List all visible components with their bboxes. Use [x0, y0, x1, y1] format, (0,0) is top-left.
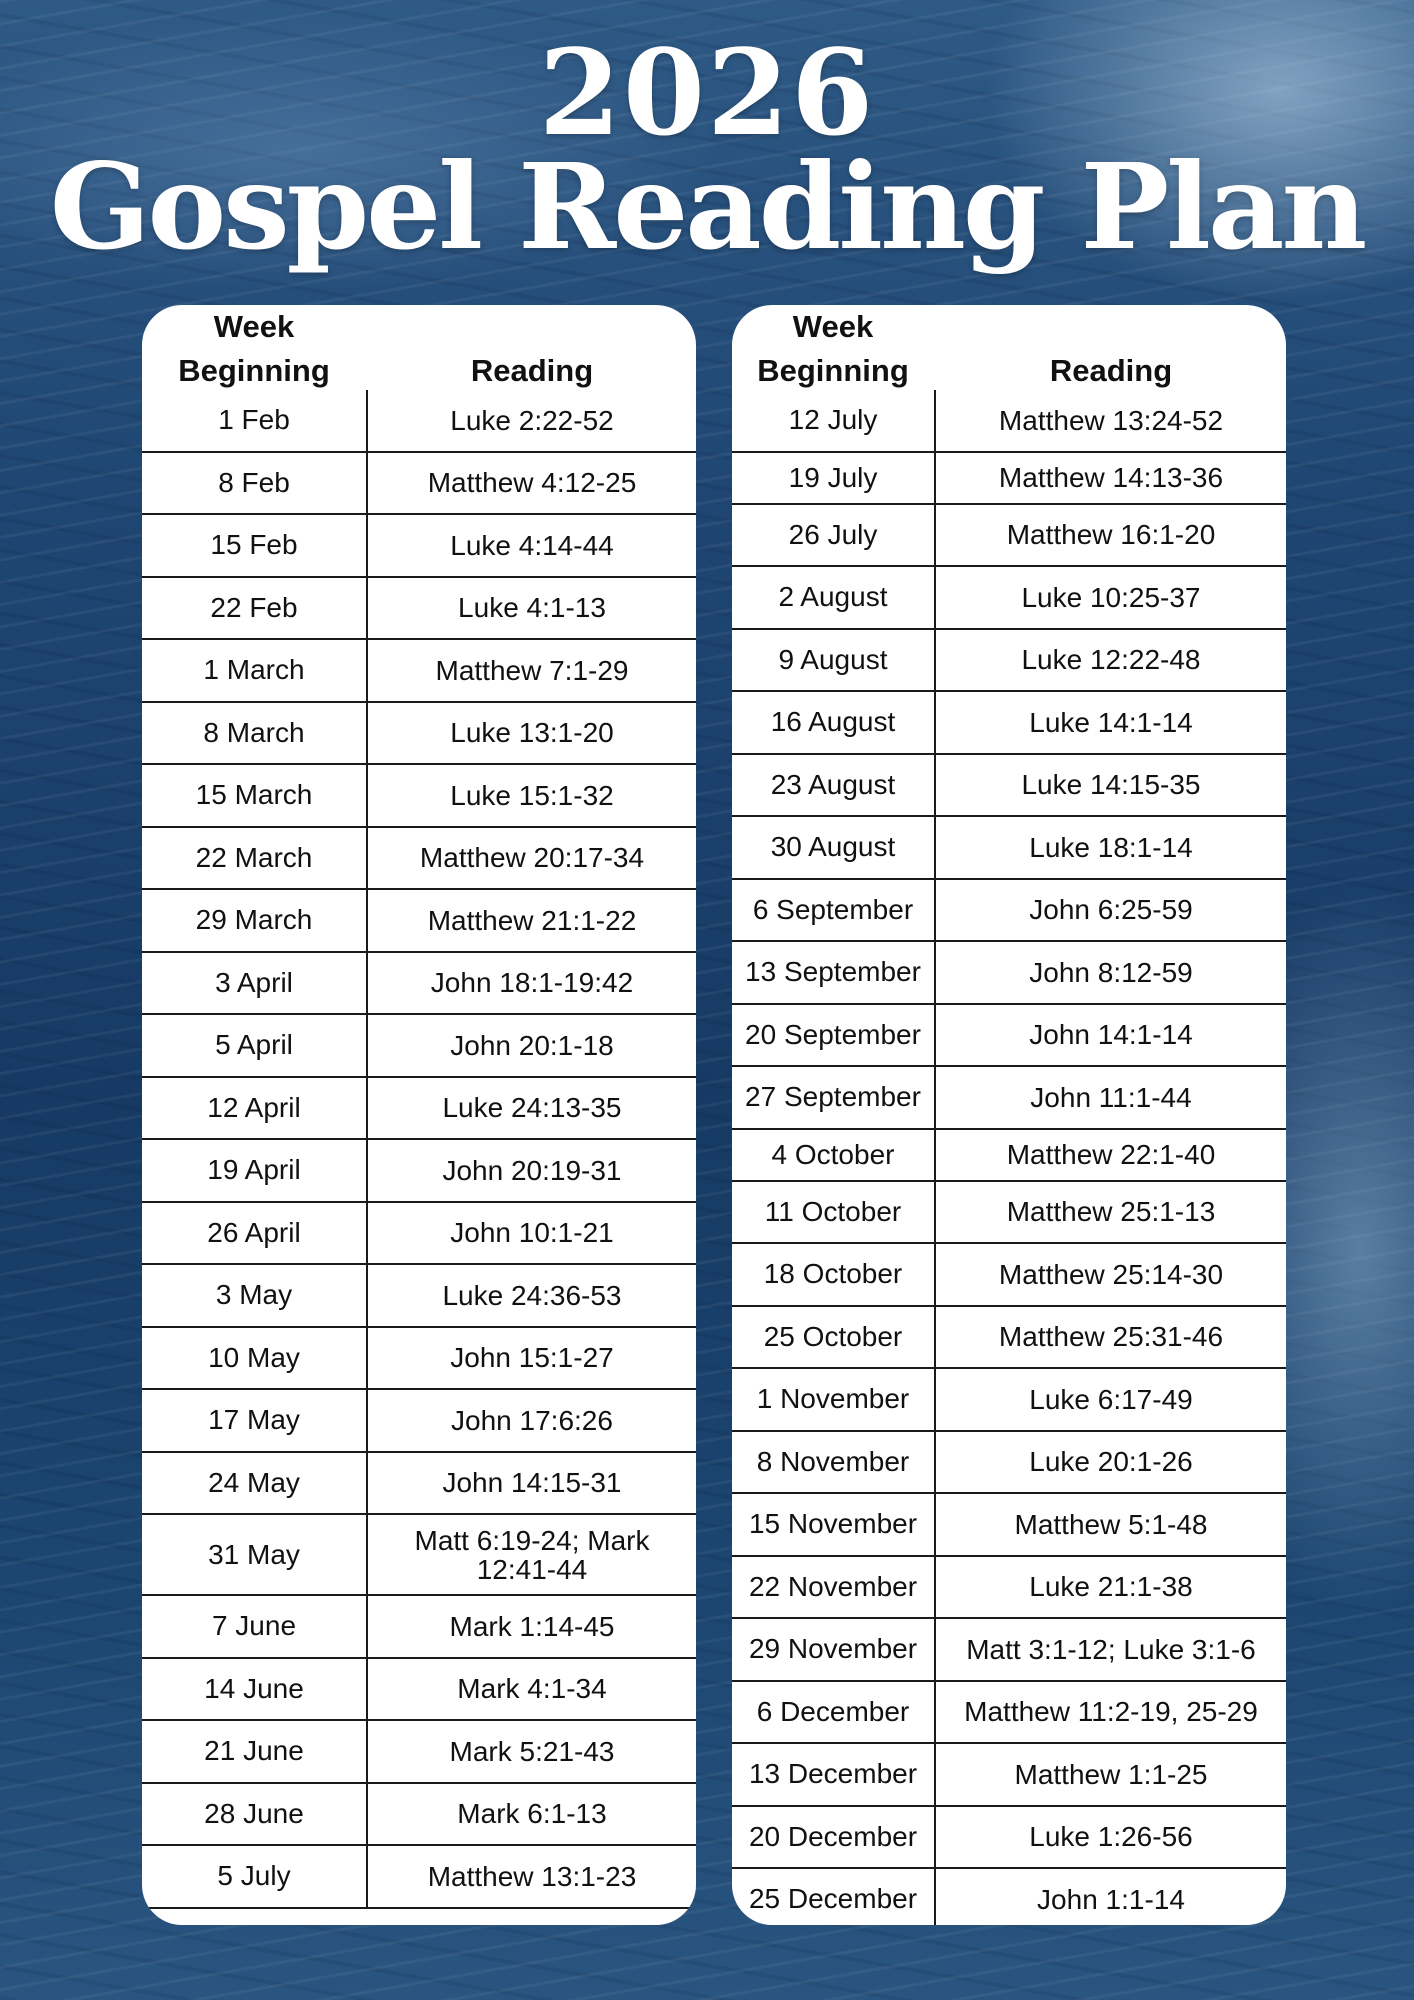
reading-cell: John 8:12-59: [1029, 956, 1193, 988]
table-row: [732, 505, 1286, 568]
week-beginning-cell: 15 Feb: [142, 515, 368, 576]
reading-cell: Matthew 1:1-25: [1014, 1758, 1208, 1790]
reading-cell: Luke 14:15-35: [1021, 769, 1201, 801]
week-beginning-cell: 25 December: [732, 1869, 936, 1925]
reading-cell: Mark 1:14-45: [449, 1610, 615, 1642]
reading-cell: Luke 24:13-35: [442, 1092, 622, 1124]
week-beginning-cell: 27 September: [732, 1067, 936, 1128]
table-row: [142, 1659, 696, 1722]
table-row: [732, 567, 1286, 630]
reading-cell: Matthew 13:24-52: [998, 404, 1224, 436]
table-row: [142, 953, 696, 1016]
week-beginning-cell: 28 June: [142, 1784, 368, 1845]
header-week-beginning: [142, 305, 366, 393]
week-beginning-cell: 17 May: [142, 1390, 368, 1451]
reading-table-right: [732, 305, 1286, 1925]
table-row: [732, 942, 1286, 1005]
header-week-line1: Week: [792, 309, 874, 344]
week-beginning-cell: 26 April: [142, 1203, 368, 1264]
reading-cell: Luke 1:26-56: [1029, 1821, 1193, 1853]
week-beginning-cell: 29 November: [732, 1619, 936, 1680]
table-row: [732, 817, 1286, 880]
week-beginning-cell: 3 May: [142, 1265, 368, 1326]
header-week-beginning: [732, 305, 934, 393]
table-row: [142, 1265, 696, 1328]
header-reading: Reading: [1049, 353, 1173, 388]
table-row: [732, 1005, 1286, 1068]
reading-cell: Matthew 16:1-20: [1006, 519, 1216, 551]
week-beginning-cell: 11 October: [732, 1182, 936, 1243]
table-row: [732, 1494, 1286, 1557]
reading-cell: John 14:1-14: [1029, 1019, 1193, 1051]
reading-cell: Luke 15:1-32: [450, 779, 614, 811]
week-beginning-cell: 16 August: [732, 692, 936, 753]
week-beginning-cell: 26 July: [732, 505, 936, 566]
reading-cell: Matthew 20:17-34: [419, 842, 645, 874]
week-beginning-cell: 8 Feb: [142, 453, 368, 514]
reading-cell: Matt 3:1-12; Luke 3:1-6: [966, 1633, 1256, 1665]
reading-cell: John 14:15-31: [442, 1467, 622, 1499]
week-beginning-cell: 7 June: [142, 1596, 368, 1657]
table-row: [142, 765, 696, 828]
table-row: [142, 1203, 696, 1266]
week-beginning-cell: 20 December: [732, 1807, 936, 1868]
reading-cell: Luke 4:1-13: [458, 592, 606, 624]
reading-cell: John 15:1-27: [450, 1342, 614, 1374]
table-row: [142, 1596, 696, 1659]
reading-cell: Luke 14:1-14: [1029, 706, 1193, 738]
week-beginning-cell: 8 November: [732, 1432, 936, 1493]
week-beginning-cell: 6 September: [732, 880, 936, 941]
table-row: [142, 1328, 696, 1391]
table-row: [142, 640, 696, 703]
week-beginning-cell: 1 Feb: [142, 390, 368, 451]
reading-cell: John 20:19-31: [442, 1154, 622, 1186]
table-row: [732, 755, 1286, 818]
week-beginning-cell: 15 November: [732, 1494, 936, 1555]
week-beginning-cell: 25 October: [732, 1307, 936, 1368]
reading-cell: Luke 2:22-52: [450, 404, 614, 436]
reading-cell: Luke 6:17-49: [1029, 1383, 1193, 1415]
week-beginning-cell: 13 September: [732, 942, 936, 1003]
reading-cell: John 18:1-19:42: [430, 967, 634, 999]
table-row: [732, 1619, 1286, 1682]
table-row: [732, 1307, 1286, 1370]
week-beginning-cell: 24 May: [142, 1453, 368, 1514]
table-row: [142, 828, 696, 891]
week-beginning-cell: 18 October: [732, 1244, 936, 1305]
header-week-line2: Beginning: [178, 353, 330, 388]
table-row: [142, 1846, 696, 1909]
reading-table-left: [142, 305, 696, 1925]
reading-cell: Luke 4:14-44: [450, 529, 614, 561]
table-row: [732, 1557, 1286, 1620]
title-year: 2026: [538, 23, 876, 162]
table-row: [732, 692, 1286, 755]
reading-cell: Luke 13:1-20: [450, 717, 614, 749]
reading-cell: Matt 6:19-24; Mark 12:41-44: [414, 1524, 650, 1585]
week-beginning-cell: 19 July: [732, 453, 936, 503]
week-beginning-cell: 20 September: [732, 1005, 936, 1066]
table-row: [732, 1067, 1286, 1130]
table-row: [732, 1807, 1286, 1870]
table-row: [732, 1182, 1286, 1245]
week-beginning-cell: 30 August: [732, 817, 936, 878]
week-beginning-cell: 31 May: [142, 1515, 368, 1594]
week-beginning-cell: 13 December: [732, 1744, 936, 1805]
week-beginning-cell: 29 March: [142, 890, 368, 951]
reading-cell: Matthew 7:1-29: [435, 654, 629, 686]
table-row: [732, 1744, 1286, 1807]
table-row: [732, 390, 1286, 453]
table-row: [142, 1721, 696, 1784]
header-week-line2: Beginning: [757, 353, 909, 388]
week-beginning-cell: 12 April: [142, 1078, 368, 1139]
reading-cell: Mark 6:1-13: [457, 1798, 607, 1830]
table-body: [732, 390, 1286, 1925]
week-beginning-cell: 15 March: [142, 765, 368, 826]
week-beginning-cell: 21 June: [142, 1721, 368, 1782]
week-beginning-cell: 8 March: [142, 703, 368, 764]
week-beginning-cell: 12 July: [732, 390, 936, 451]
table-row: [732, 630, 1286, 693]
table-row: [142, 515, 696, 578]
table-row: [732, 880, 1286, 943]
reading-cell: John 11:1-44: [1030, 1081, 1192, 1113]
reading-cell: John 6:25-59: [1029, 894, 1193, 926]
week-beginning-cell: 1 November: [732, 1369, 936, 1430]
reading-cell: Luke 18:1-14: [1029, 831, 1193, 863]
week-beginning-cell: 10 May: [142, 1328, 368, 1389]
table-row: [732, 1369, 1286, 1432]
table-body: [142, 390, 696, 1909]
reading-cell: Matthew 14:13-36: [998, 462, 1224, 493]
reading-cell: Matthew 21:1-22: [427, 904, 637, 936]
table-row: [732, 1130, 1286, 1182]
table-row: [142, 1453, 696, 1516]
week-beginning-cell: 22 Feb: [142, 578, 368, 639]
reading-cell: Matthew 13:1-23: [427, 1860, 637, 1892]
reading-cell: John 20:1-18: [450, 1029, 614, 1061]
week-beginning-cell: 23 August: [732, 755, 936, 816]
reading-cell: Matthew 25:14-30: [998, 1258, 1224, 1290]
reading-cell: Luke 20:1-26: [1029, 1446, 1193, 1478]
table-row: [142, 1515, 696, 1596]
reading-cell: Luke 21:1-38: [1029, 1571, 1193, 1603]
table-row: [142, 1140, 696, 1203]
table-row: [142, 1390, 696, 1453]
week-beginning-cell: 5 July: [142, 1846, 368, 1907]
week-beginning-cell: 1 March: [142, 640, 368, 701]
reading-cell: Mark 5:21-43: [449, 1735, 615, 1767]
reading-cell: Luke 12:22-48: [1021, 644, 1201, 676]
week-beginning-cell: 14 June: [142, 1659, 368, 1720]
reading-cell: Mark 4:1-34: [457, 1673, 607, 1705]
reading-cell: Matthew 25:31-46: [998, 1321, 1224, 1353]
reading-cell: Luke 10:25-37: [1021, 581, 1201, 613]
table-row: [142, 578, 696, 641]
table-row: [732, 453, 1286, 505]
table-row: [142, 453, 696, 516]
table-row: [142, 390, 696, 453]
week-beginning-cell: 22 November: [732, 1557, 936, 1618]
week-beginning-cell: 22 March: [142, 828, 368, 889]
table-row: [142, 703, 696, 766]
week-beginning-cell: 19 April: [142, 1140, 368, 1201]
header-reading: Reading: [470, 353, 594, 388]
reading-cell: Matthew 22:1-40: [1006, 1139, 1216, 1170]
reading-cell: John 10:1-21: [450, 1217, 614, 1249]
table-row: [142, 890, 696, 953]
table-row: [732, 1869, 1286, 1925]
week-beginning-cell: 4 October: [732, 1130, 936, 1180]
table-row: [142, 1784, 696, 1847]
header-week-line1: Week: [213, 309, 295, 344]
table-row: [732, 1432, 1286, 1495]
reading-cell: John 1:1-14: [1037, 1883, 1185, 1915]
reading-cell: Matthew 4:12-25: [427, 467, 637, 499]
reading-cell: John 17:6:26: [451, 1404, 613, 1436]
reading-cell: Luke 24:36-53: [442, 1279, 622, 1311]
reading-cell: Matthew 5:1-48: [1014, 1508, 1208, 1540]
week-beginning-cell: 2 August: [732, 567, 936, 628]
table-row: [732, 1682, 1286, 1745]
week-beginning-cell: 9 August: [732, 630, 936, 691]
table-row: [732, 1244, 1286, 1307]
page-title: Gospel Reading Plan: [49, 137, 1365, 276]
week-beginning-cell: 3 April: [142, 953, 368, 1014]
table-row: [142, 1078, 696, 1141]
table-header: [142, 305, 696, 390]
table-header: [732, 305, 1286, 390]
reading-cell: Matthew 11:2-19, 25-29: [964, 1696, 1258, 1728]
table-row: [142, 1015, 696, 1078]
reading-cell: Matthew 25:1-13: [1006, 1196, 1216, 1228]
week-beginning-cell: 6 December: [732, 1682, 936, 1743]
week-beginning-cell: 5 April: [142, 1015, 368, 1076]
